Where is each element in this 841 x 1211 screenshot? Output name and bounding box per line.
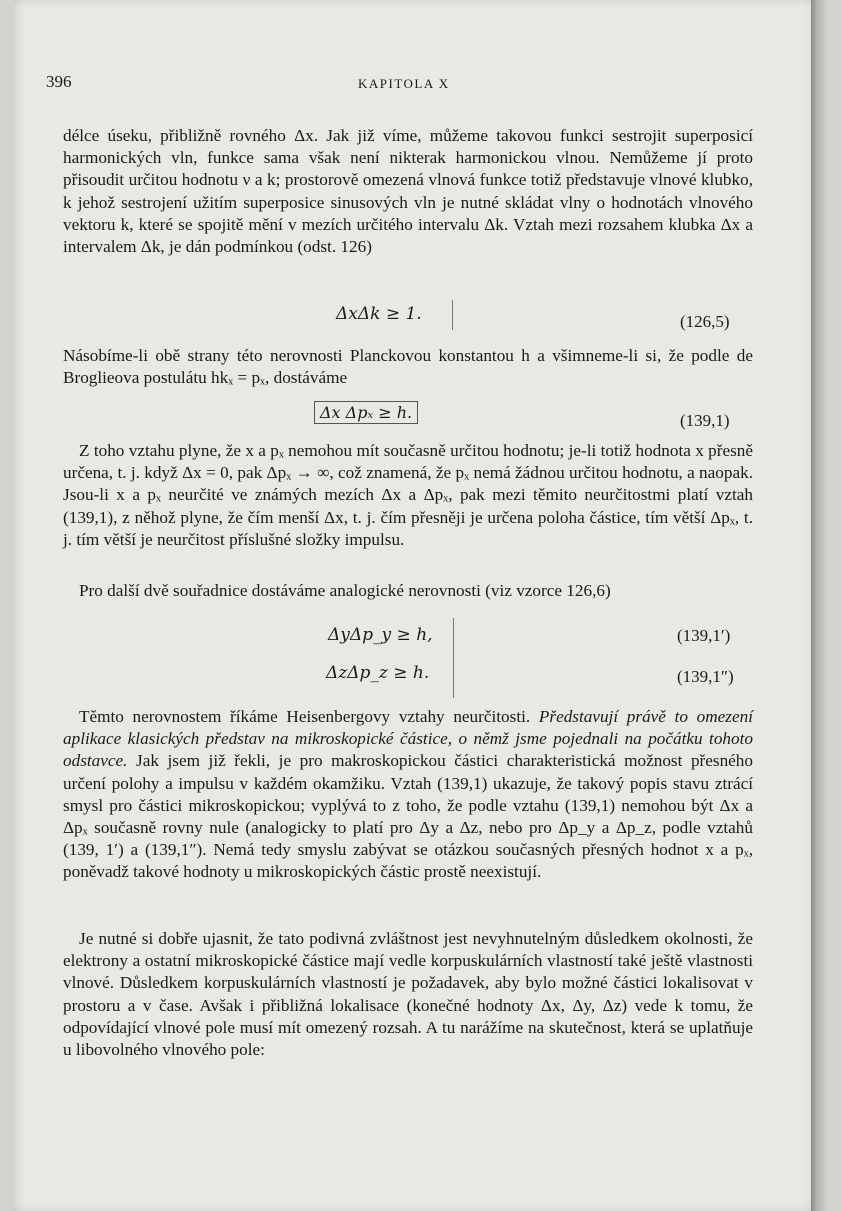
equation-126-5: ΔxΔk ≥ 1.	[336, 304, 422, 324]
paragraph-6: Je nutné si dobře ujasnit, že tato podivná zvláštnost jest nevyhnutelným důsledkem okolnosti, že elektrony a ostatní mikroskopické částice mají vedle korpuskulárních vlastností také ještě vlastnosti vlnové. Důsledkem korpuskulárních vlastností je požadavek, aby bylo možné částici lokalisovat v prostoru a v čase. Avšak i přibližná lokalisace (konečné hodnoty Δx, Δy, Δz) vede k tomu, že odpovídající vlnové pole musí mít omezený rozsah. A tu narážíme na skutečnost, která se uplatňuje u libovolného vlnového pole:	[63, 929, 753, 1060]
equation-number-139-1-double-prime: (139,1″)	[677, 667, 734, 686]
book-page	[14, 0, 826, 1211]
paragraph-5-body: Jak jsem již řekli, je pro makroskopickou částici charakteristická možnost přesného určení polohy a impulsu v každém okamžiku. Vztah (139,1) ukazuje, že takový popis stavu ztrácí smysl pro částici mikroskopickou; vyplývá to z toho, že podle vztahu (139,1) nemohou být Δx a Δpₓ současně rovny nule (analogicky to platí pro Δy a Δz, nebo pro Δp_y a Δp_z, podle vztahů (139, 1′) a (139,1″). Nemá tedy smyslu zabývat se otázkou současných přesných hodnot x a pₓ, poněvadž takové hodnoty u mikroskopických částic prostě neexistují.	[63, 751, 753, 882]
paragraph-3: Z toho vztahu plyne, že x a pₓ nemohou mít současně určitou hodnotu; je-li totiž hodnota x přesně určena, t. j. když Δx = 0, pak Δpₓ → ∞, což znamená, že pₓ nemá žádnou určitou hodnotu, a naopak. Jsou-li x a pₓ neurčité ve známých mezích Δx a Δpₓ, pak mezi těmito neurčitostmi platí vztah (139,1), z něhož plyne, že čím menší Δx, t. j. čím přesněji je určena poloha částice, tím větší Δpₓ, t. j. tím větší je neurčitost příslušné složky impulsu.	[63, 441, 753, 549]
equation-139-1-prime: ΔyΔp_y ≥ h,	[328, 625, 433, 645]
paragraph-5	[63, 706, 753, 884]
chapter-heading: KAPITOLA X	[358, 76, 450, 91]
boxed-equation-139-1: Δx Δpₓ ≥ h.	[314, 401, 418, 424]
equation-number-139-1-prime: (139,1′)	[677, 626, 731, 645]
paragraph-5-lead: Těmto nerovnostem říkáme Heisenbergovy vztahy neurčitosti.	[79, 707, 531, 726]
equation-139-1-double-prime: ΔzΔp_z ≥ h.	[326, 663, 430, 683]
paragraph-5-emphasis: Představují právě to omezení aplikace klasických představ na mikroskopické částice, o němž jsme pojednali na počátku tohoto odstavce.	[63, 707, 753, 771]
paragraph-4: Pro další dvě souřadnice dostáváme analogické nerovnosti (viz vzorce 126,6)	[79, 581, 611, 600]
page-number: 396	[46, 72, 72, 91]
equation-number-126-5: (126,5)	[680, 312, 730, 331]
page-edge	[811, 0, 826, 1211]
paragraph-2: Násobíme-li obě strany této nerovnosti Planckovou konstantou h a všimneme-li si, že podle de Broglieova postulátu hkₓ = pₓ, dostáváme	[63, 346, 753, 388]
equation-rule-2	[453, 618, 454, 698]
paragraph-1: délce úseku, přibližně rovného Δx. Jak již víme, můžeme takovou funkci sestrojit superposicí harmonických vln, funkce sama však není nikterak harmonickou vlnou. Nemůžeme jí proto přisoudit určitou hodnotu ν a k; prostorově omezená vlnová funkce totiž představuje vlnové klubko, k jehož sestrojení užitím superposice sinusových vln je nutné skládat vlny o hodnotách vlnového vektoru k, které se spojitě mění v mezích určitého intervalu Δk. Vztah mezi rozsahem klubka Δx a intervalem Δk, je dán podmínkou (odst. 126)	[63, 126, 753, 257]
equation-number-139-1: (139,1)	[680, 411, 730, 430]
equation-rule	[452, 300, 453, 330]
